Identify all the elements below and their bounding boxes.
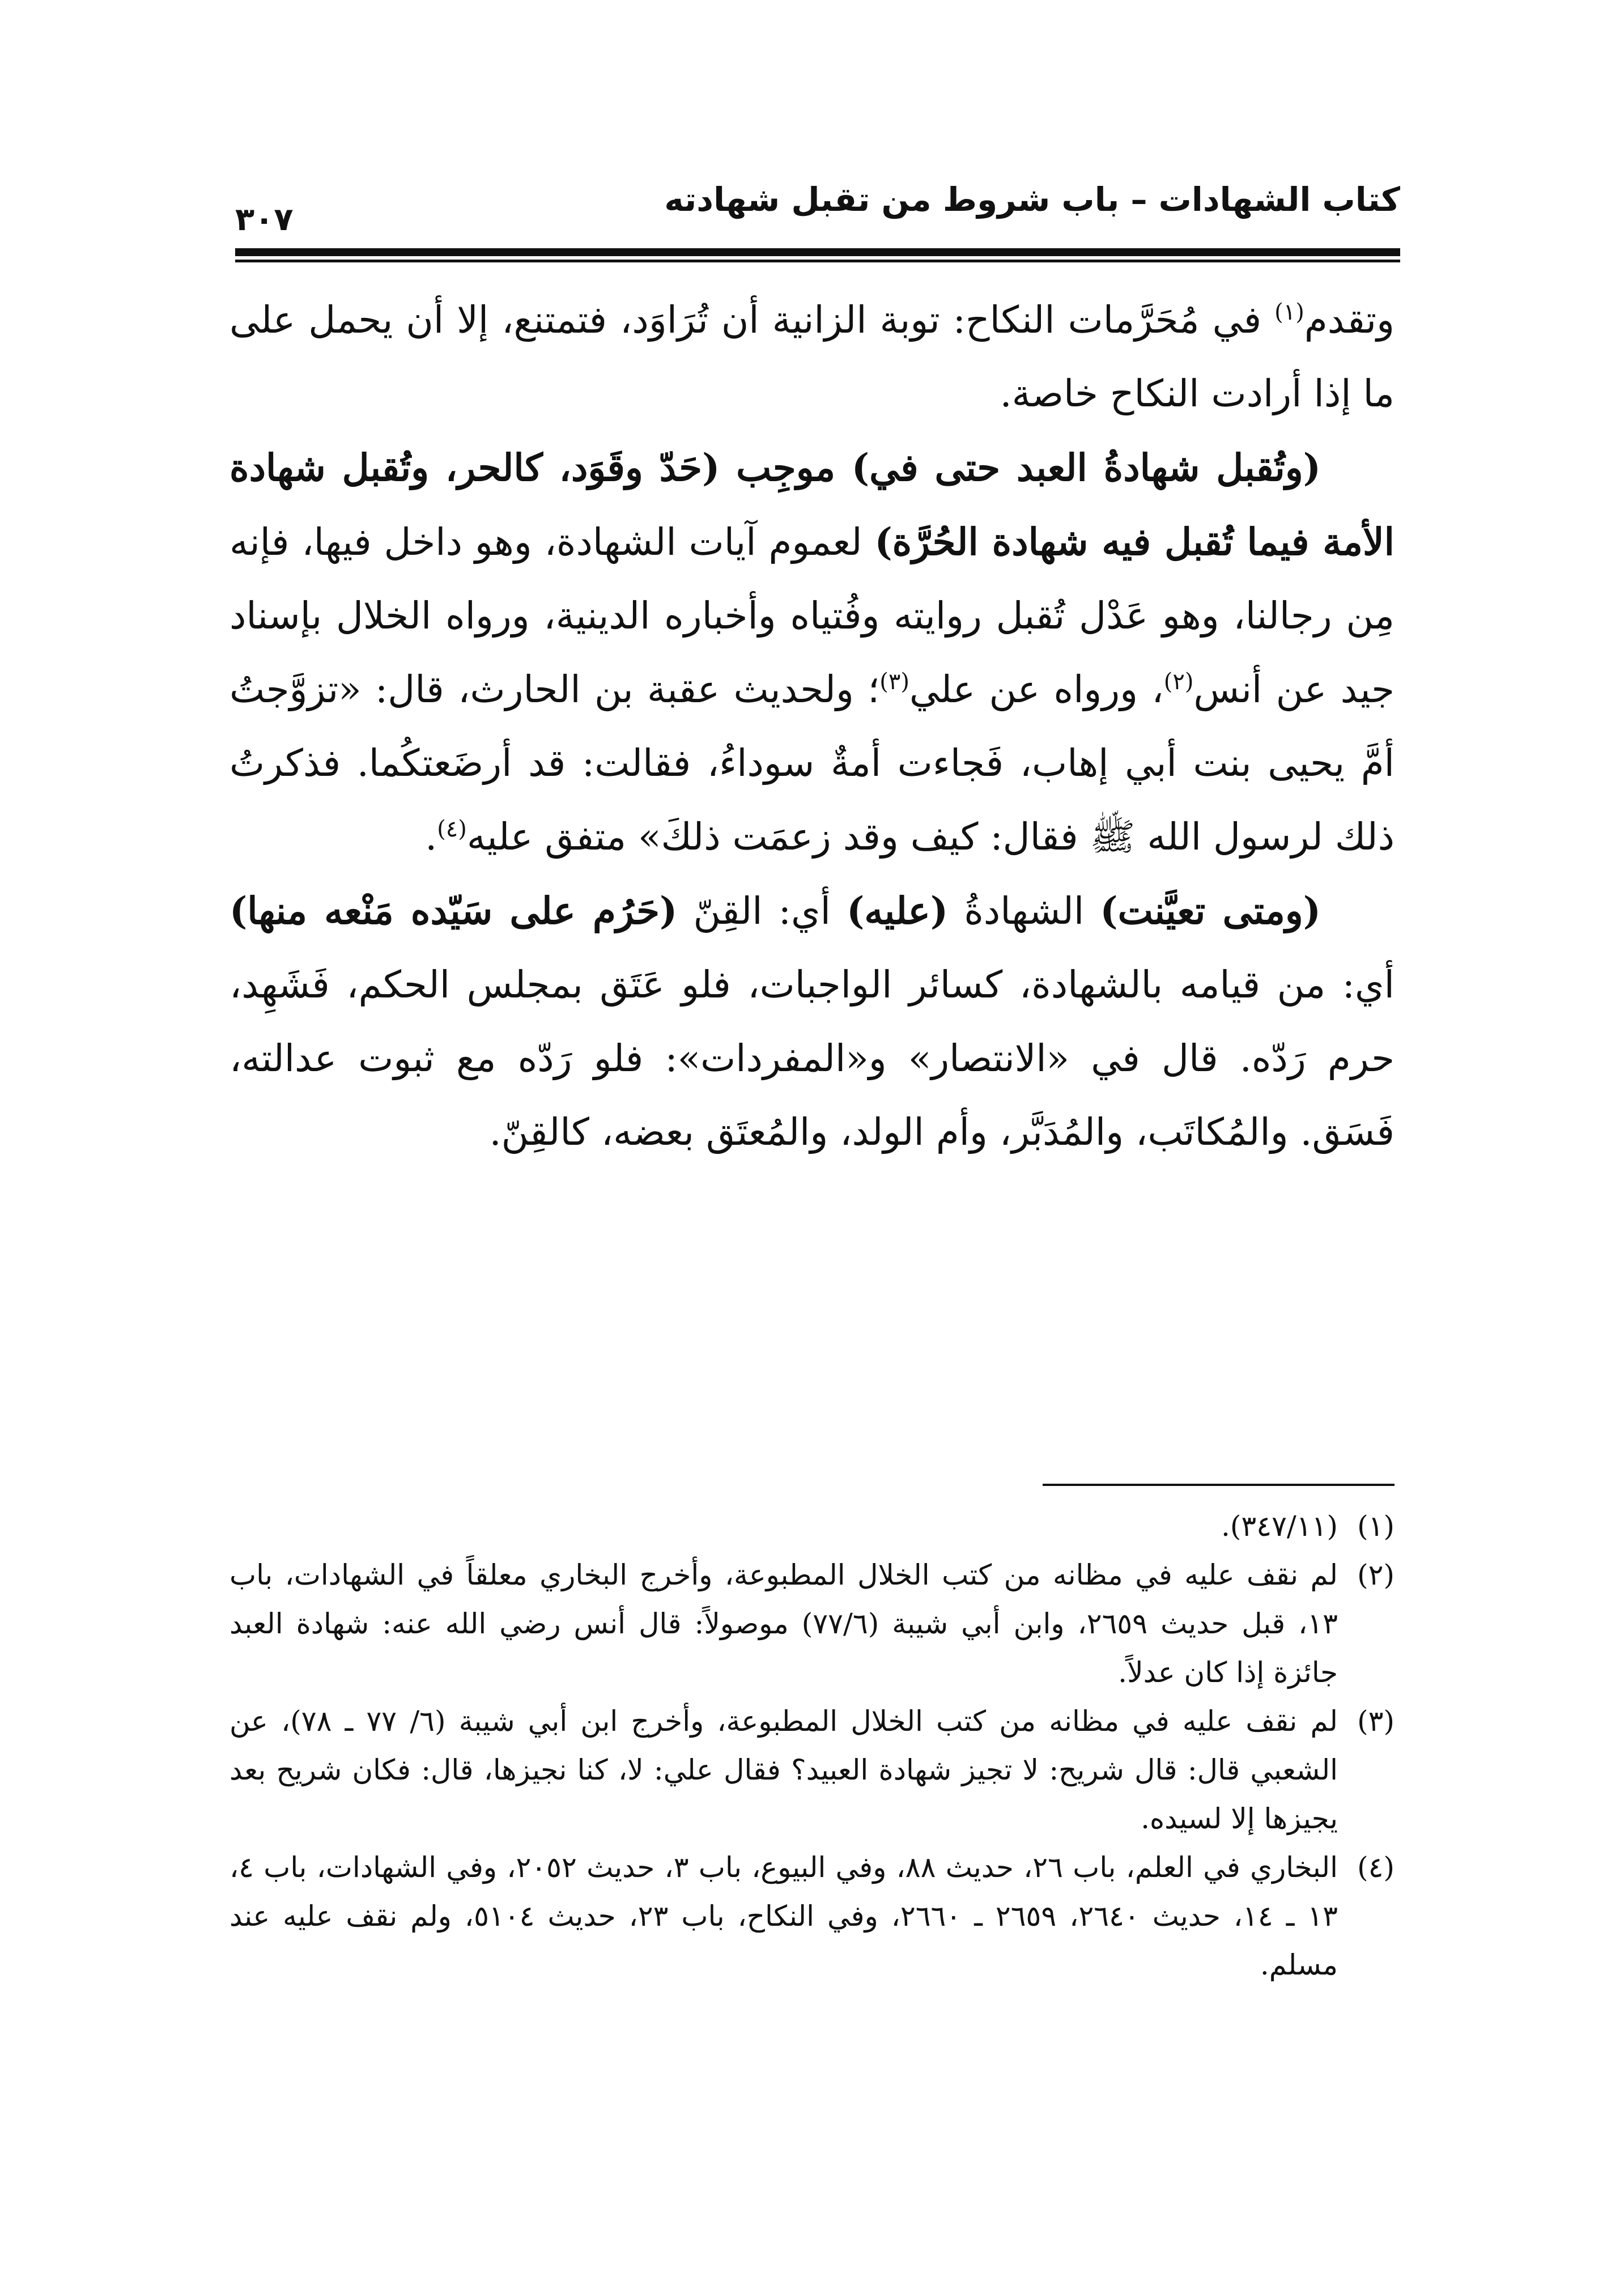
footnote-1 [229,1502,1395,1551]
paragraph-3 [229,874,1395,1169]
text-run: لعموم آيات الشهادة، وهو داخل فيها، فإنه مِن رجالنا، وهو عَدْل تُقبل روايته وفُتياه وأخباره الدينية، ورواه الخلال بإسناد جيد عن أنس [229,520,1395,711]
footnote-divider [1043,1484,1395,1486]
footnote-number: (٤) [1357,1851,1395,1884]
footnote-4 [229,1843,1395,1989]
paragraph-1 [229,283,1395,431]
chapter-title: كتاب الشهادات – باب شروط من تقبل شهادته [664,180,1400,219]
footnote-ref-2: (٢) [1163,669,1194,695]
footnotes [229,1502,1395,1989]
running-header [235,170,1400,244]
text-run: وتقدم [1304,298,1395,342]
main-text [229,283,1395,1169]
paragraph-2 [229,431,1395,874]
matn-text: (ومتى تعيَّنت) [1100,889,1321,933]
text-run: أي: القِنّ [677,889,847,933]
text-run: أي: من قيامه بالشهادة، كسائر الواجبات، فلو عَتَق بمجلس الحكم، فَشَهِد، حرم رَدّه. قال في «الانتصار» و«المفردات»: فلو رَدّه مع ثبوت عدالته، فَسَق. والمُكاتَب، والمُدَبَّر، وأم الولد، والمُعتَق بعضه، كالقِنّ. [229,963,1395,1154]
page-number: ٣٠٧ [235,201,294,238]
footnote-text: لم نقف عليه في مظانه من كتب الخلال المطبوعة، وأخرج البخاري معلقاً في الشهادات، باب ١٣، قبل حديث ٢٦٥٩، وابن أبي شيبة (٧٧/٦) موصولاً: قال أنس رضي الله عنه: شهادة العبد جائزة إذا كان عدلاً. [229,1559,1338,1689]
matn-text: (عليه) [847,889,949,933]
text-run: الشهادةُ [948,889,1100,933]
footnote-number: (١) [1357,1510,1395,1543]
text-run: . [425,815,437,859]
header-divider [235,248,1400,262]
text-run: ؛ ولحديث عقبة بن الحارث، قال: «تزوَّجتُ أمَّ يحيى بنت أبي إهاب، فَجاءت أمةٌ سوداءُ، فقالت: قد أرضَعتكُما. فذكرتُ ذلك لرسول الله ﷺ فقال: كيف وقد زعمَت ذلكَ» متفق عليه [229,668,1395,859]
footnote-number: (٣) [1357,1705,1395,1738]
footnote-text: (٣٤٧/١١). [1221,1510,1338,1543]
matn-text: (حَرُم على سَيّده مَنْعه منها) [229,889,678,933]
footnote-ref-1: (١) [1274,299,1304,325]
footnote-2 [229,1551,1395,1697]
footnote-3 [229,1697,1395,1843]
footnote-number: (٢) [1357,1559,1395,1591]
footnote-text: لم نقف عليه في مظانه من كتب الخلال المطبوعة، وأخرج ابن أبي شيبة (٦/ ٧٧ ـ ٧٨)، عن الشعبي قال: قال شريح: لا تجيز شهادة العبيد؟ فقال علي: لا، كنا نجيزها، قال: فكان شريح بعد يجيزها إلا لسيده. [229,1705,1338,1835]
matn-text: (وتُقبل شهادةُ العبد حتى في) موجِب (حَدّ وقَوَد، كالحر، وتُقبل شهادة الأمة فيما تُقبل فيه شهادة الحُرَّة) [229,445,1395,564]
footnote-text: البخاري في العلم، باب ٢٦، حديث ٨٨، وفي البيوع، باب ٣، حديث ٢٠٥٢، وفي الشهادات، باب ٤، ١٣ ـ ١٤، حديث ٢٦٤٠، ٢٦٥٩ ـ ٢٦٦٠، وفي النكاح، باب ٢٣، حديث ٥١٠٤، ولم نقف عليه عند مسلم. [229,1851,1338,1981]
text-run: ، ورواه عن علي [909,668,1164,711]
footnote-ref-3: (٣) [879,669,909,695]
footnote-ref-4: (٤) [437,816,467,842]
text-run: في مُحَرَّمات النكاح: توبة الزانية أن تُرَاوَد، فتمتنع، إلا أن يحمل على ما إذا أرادت النكاح خاصة. [229,298,1395,415]
